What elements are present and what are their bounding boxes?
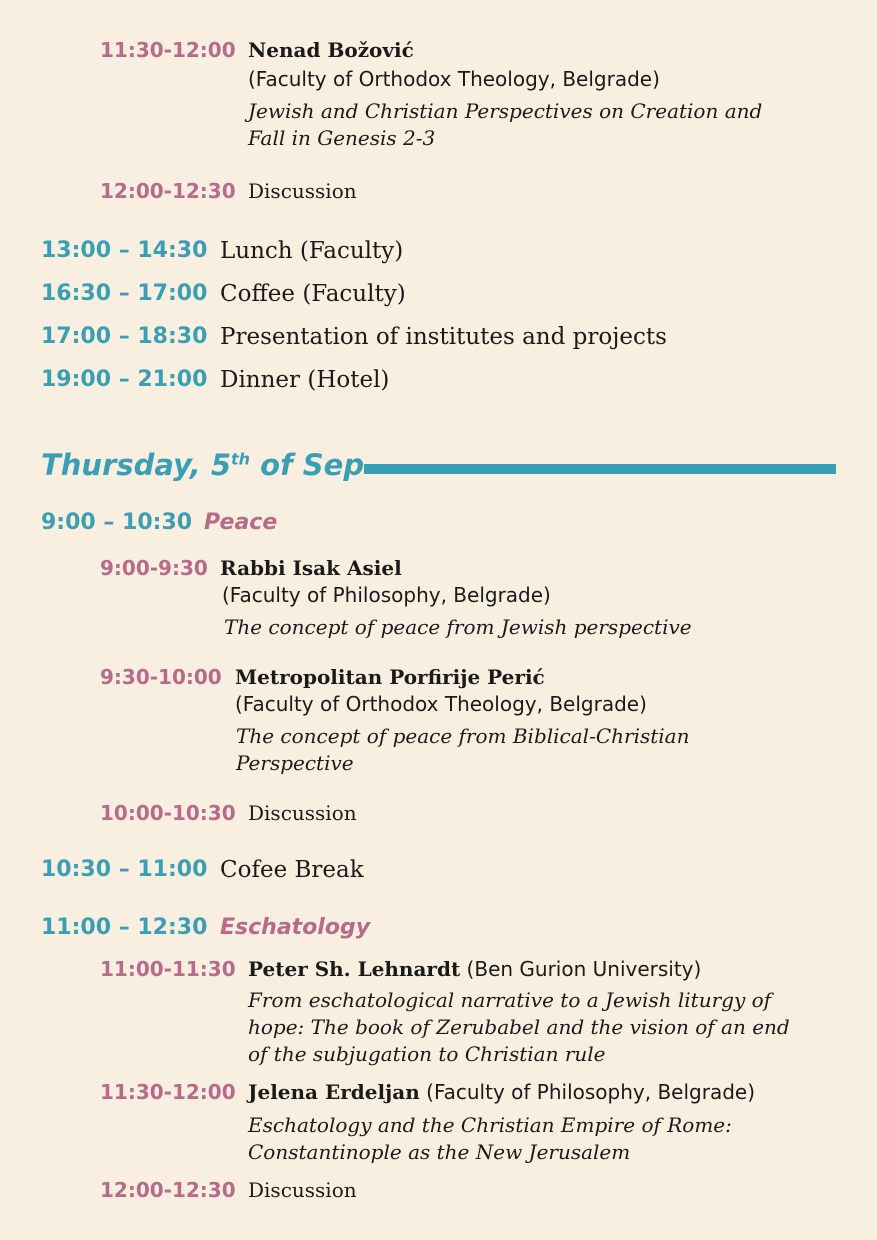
speaker-affiliation: (Faculty of Philosophy, Belgrade) (222, 583, 551, 607)
discussion-label: Discussion (248, 1178, 357, 1202)
talk-title: The concept of peace from Biblical-Christian Perspective (236, 724, 690, 775)
discussion-label: Discussion (248, 801, 357, 825)
session-title: Peace (204, 510, 278, 535)
schedule-label: Presentation of institutes and projects (220, 324, 667, 350)
schedule-label: Lunch (Faculty) (220, 238, 404, 264)
schedule-time: 13:00 – 14:30 (41, 238, 208, 263)
talk-time: 11:30-12:00 (100, 38, 236, 62)
talk-time: 9:30-10:00 (100, 665, 222, 689)
session-time: 9:00 – 10:30 (41, 510, 193, 535)
schedule-label: Dinner (Hotel) (220, 367, 390, 393)
discussion-time: 12:00-12:30 (100, 1178, 236, 1202)
session-time: 11:00 – 12:30 (41, 915, 208, 940)
break-time: 10:30 – 11:00 (41, 857, 208, 882)
discussion-label: Discussion (248, 179, 357, 203)
speaker-name: Rabbi Isak Asiel (220, 556, 402, 580)
speaker-name: Nenad Božović (248, 38, 414, 62)
speaker-name: Peter Sh. Lehnardt (248, 957, 461, 981)
day-heading (41, 448, 364, 482)
session-title: Eschatology (220, 915, 371, 940)
talk-time: 11:00-11:30 (100, 957, 236, 981)
speaker-line (248, 957, 701, 981)
day-heading-prefix: Thursday, 5 (41, 448, 232, 482)
heading-rule (364, 464, 836, 474)
break-label: Cofee Break (220, 857, 364, 883)
speaker-affiliation: (Faculty of Orthodox Theology, Belgrade) (235, 692, 647, 716)
speaker-affiliation: (Faculty of Orthodox Theology, Belgrade) (248, 67, 660, 91)
discussion-time: 12:00-12:30 (100, 179, 236, 203)
speaker-name: Jelena Erdeljan (248, 1080, 420, 1104)
speaker-affiliation: (Faculty of Philosophy, Belgrade) (419, 1080, 756, 1104)
schedule-label: Coffee (Faculty) (220, 281, 406, 307)
talk-title: Eschatology and the Christian Empire of Rome: Constantinople as the New Jerusalem (248, 1113, 732, 1164)
talk-time: 9:00-9:30 (100, 556, 208, 580)
talk-title: From eschatological narrative to a Jewish liturgy of hope: The book of Zerubabel and the vision of an end of the subjugation to Christian rule (248, 988, 790, 1066)
schedule-time: 16:30 – 17:00 (41, 281, 208, 306)
talk-time: 11:30-12:00 (100, 1080, 236, 1104)
talk-title: The concept of peace from Jewish perspective (224, 615, 692, 639)
schedule-time: 17:00 – 18:30 (41, 324, 208, 349)
talk-title: Jewish and Christian Perspectives on Creation and Fall in Genesis 2-3 (248, 99, 763, 150)
day-heading-suffix: of Sep (250, 448, 365, 482)
speaker-line (248, 1080, 755, 1104)
speaker-affiliation: (Ben Gurion University) (460, 957, 702, 981)
discussion-time: 10:00-10:30 (100, 801, 236, 825)
speaker-name: Metropolitan Porfirije Perić (235, 665, 545, 689)
day-heading-ordinal: th (231, 449, 251, 469)
schedule-time: 19:00 – 21:00 (41, 367, 208, 392)
